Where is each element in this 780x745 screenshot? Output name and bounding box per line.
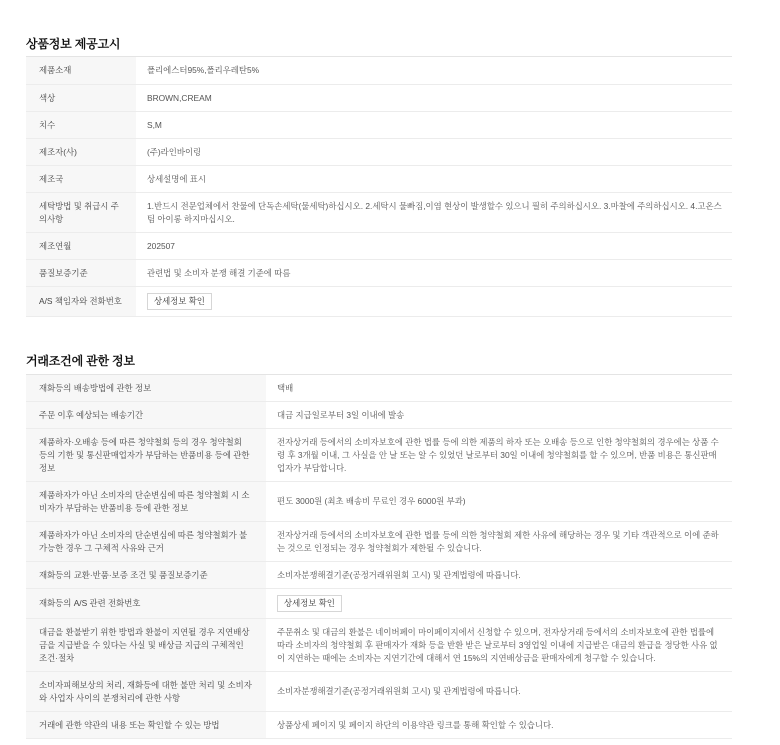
table-row — [26, 233, 732, 260]
row-value: BROWN,CREAM — [147, 92, 212, 103]
row-label: 거래에 관한 약관의 내용 또는 확인할 수 있는 방법 — [26, 712, 266, 739]
row-value — [136, 287, 732, 317]
row-label: 대금을 환불받기 위한 방법과 환불이 지연될 경우 지연배상금을 지급받을 수 있다는 사실 및 배상금 지급의 구체적인 조건·절차 — [26, 619, 266, 672]
row-label: 색상 — [26, 85, 136, 112]
table-row — [26, 562, 732, 589]
row-value: 편도 3000원 (최초 배송비 무료인 경우 6000원 부과) — [277, 496, 466, 506]
row-value: 대금 지급일로부터 3일 이내에 발송 — [277, 409, 405, 420]
row-label: 제품하자·오배송 등에 따른 청약철회 등의 경우 청약철회 등의 기한 및 통신판매업자가 부담하는 반품비용 등에 관한 정보 — [26, 429, 266, 482]
table-row — [26, 375, 732, 402]
table-row — [26, 139, 732, 166]
row-label: 재화등의 배송방법에 관한 정보 — [26, 375, 266, 402]
row-label: 재화등의 교환·반품·보증 조건 및 품질보증기준 — [26, 562, 266, 589]
table-row — [26, 429, 732, 482]
table-row — [26, 166, 732, 193]
row-label: 제품하자가 아닌 소비자의 단순변심에 따른 청약철회가 불가능한 경우 그 구체적 사유와 근거 — [26, 522, 266, 562]
table-row — [26, 287, 732, 317]
row-label: 제조연월 — [26, 233, 136, 260]
row-label: 재화등의 A/S 관련 전화번호 — [26, 589, 266, 619]
row-label: 제품하자가 아닌 소비자의 단순변심에 따른 청약철회 시 소비자가 부담하는 반품비용 등에 관한 정보 — [26, 482, 266, 522]
row-value: 전자상거래 등에서의 소비자보호에 관한 법률 등에 의한 제품의 하자 또는 오배송 등으로 인한 청약철회의 경우에는 상품 수령 후 3개월 이내, 그 사실을 안 날 또는 알 수 있었던 날로부터 30일 이내에 청약철회를 할 수 있으며, 반품 비용은 통신판매업자가 부담합니다. — [277, 436, 719, 473]
row-label: A/S 책임자와 전화번호 — [26, 287, 136, 317]
row-label: 소비자피해보상의 처리, 재화등에 대한 불만 처리 및 소비자와 사업자 사이의 분쟁처리에 관한 사항 — [26, 672, 266, 712]
as-contact-detail-button[interactable]: 상세정보 확인 — [147, 293, 212, 310]
row-value: 1.반드시 전문업체에서 찬물에 단독손세탁(물세탁)하십시오. 2.세탁시 물빠짐,이염 현상이 발생할수 있으니 필히 주의하십시오. 3.마찰에 주의하십시오. 4.고온스팀 아이롱 하지마십시오. — [147, 200, 722, 224]
product-info-title: 상품정보 제공고시 — [26, 37, 121, 51]
row-value — [266, 589, 732, 619]
row-label: 세탁방법 및 취급시 주의사항 — [26, 193, 136, 233]
table-row — [26, 522, 732, 562]
table-row — [26, 712, 732, 739]
table-row — [26, 619, 732, 672]
table-row — [26, 112, 732, 139]
row-label: 품질보증기준 — [26, 260, 136, 287]
row-label: 제조국 — [26, 166, 136, 193]
as-phone-detail-button[interactable]: 상세정보 확인 — [277, 595, 342, 612]
row-value: 202507 — [147, 240, 175, 251]
row-value: 택배 — [277, 382, 294, 393]
row-value: 소비자분쟁해결기준(공정거래위원회 고시) 및 관계법령에 따릅니다. — [277, 569, 521, 580]
table-row — [26, 193, 732, 233]
trade-terms-table — [26, 374, 732, 739]
table-row — [26, 85, 732, 112]
table-row — [26, 482, 732, 522]
row-value: S,M — [147, 119, 162, 130]
row-value: 소비자분쟁해결기준(공정거래위원회 고시) 및 관계법령에 따릅니다. — [277, 686, 521, 696]
trade-terms-title: 거래조건에 관한 정보 — [26, 354, 135, 368]
table-row — [26, 260, 732, 287]
row-value: 상세설명에 표시 — [147, 173, 206, 184]
row-value: 전자상거래 등에서의 소비자보호에 관한 법률 등에 의한 청약철회 제한 사유에 해당하는 경우 및 기타 객관적으로 이에 준하는 것으로 인정되는 경우 청약철회가 제한될 수 있습니다. — [277, 529, 719, 553]
table-row — [26, 57, 732, 85]
table-row — [26, 402, 732, 429]
row-label: 제품소재 — [26, 57, 136, 85]
row-label: 치수 — [26, 112, 136, 139]
row-value: (주)라인바이링 — [147, 146, 202, 157]
row-value: 폴리에스터95%,폴리우레탄5% — [147, 65, 260, 75]
table-row — [26, 672, 732, 712]
row-value: 주문취소 및 대금의 환불은 네이버페이 마이페이지에서 신청할 수 있으며, 전자상거래 등에서의 소비자보호에 관한 법률에 따라 소비자의 청약철회 후 판매자가 재화 등을 반환 받은 날로부터 3영업일 이내에 지급받은 대금의 환급을 정당한 사유 없이 지연하는 때에는 소비자는 지연기간에 대해서 연 15%의 지연배상금을 판매자에게 청구할 수 있습니다. — [277, 626, 718, 663]
row-value: 관련법 및 소비자 분쟁 해결 기준에 따름 — [147, 267, 291, 278]
row-label: 제조자(사) — [26, 139, 136, 166]
product-info-table — [26, 56, 732, 317]
table-row — [26, 589, 732, 619]
row-value: 상품상세 페이지 및 페이지 하단의 이용약관 링크를 통해 확인할 수 있습니다. — [277, 719, 554, 730]
row-label: 주문 이후 예상되는 배송기간 — [26, 402, 266, 429]
